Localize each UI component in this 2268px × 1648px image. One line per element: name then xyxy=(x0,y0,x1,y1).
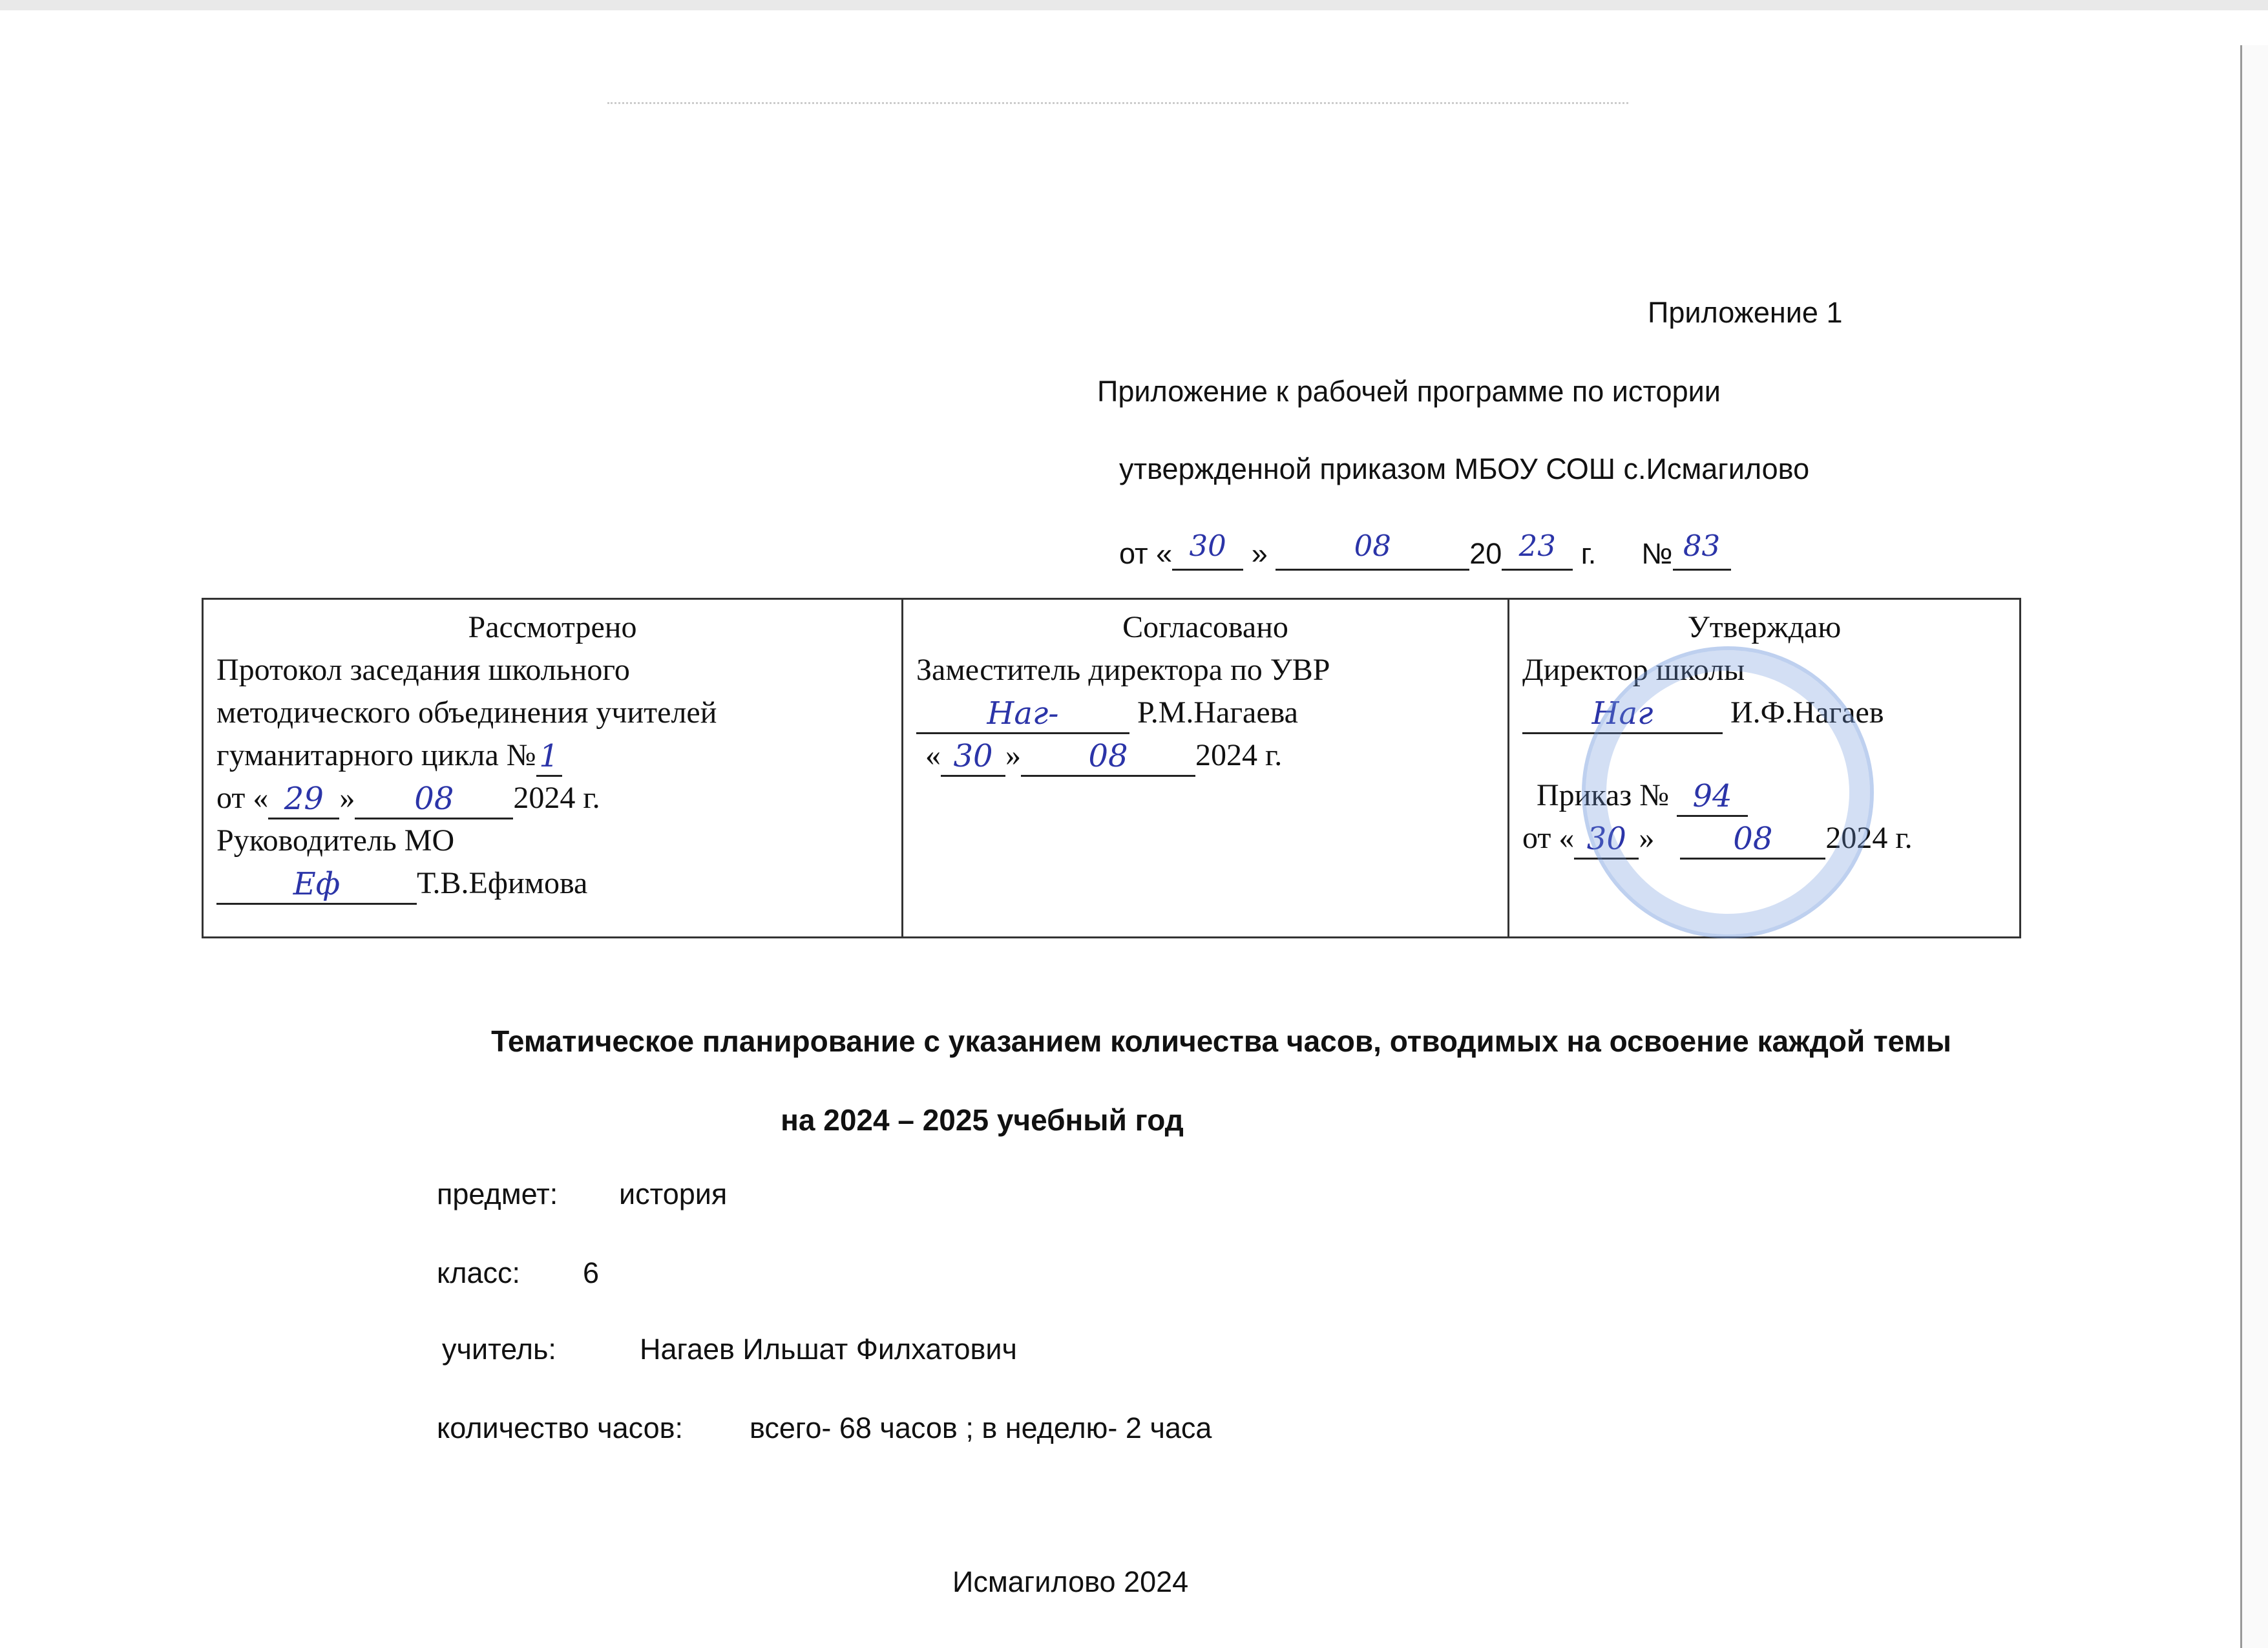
approved-signature-line: Наг И.Ф.Нагаев xyxy=(1522,692,2006,734)
scan-top-edge xyxy=(0,0,2268,10)
scan-right-edge xyxy=(2240,45,2268,1648)
order-year-prefix: 20 xyxy=(1469,537,1502,570)
reviewed-line-3: гуманитарного цикла №1 xyxy=(216,734,888,777)
footer-place-year: Исмагилово 2024 xyxy=(952,1565,1189,1598)
protocol-number: 1 xyxy=(536,735,562,777)
teacher-label: учитель: xyxy=(442,1333,556,1366)
order-no-label: № xyxy=(1641,537,1673,570)
document-title-line-2: на 2024 – 2025 учебный год xyxy=(781,1103,1184,1137)
approved-title: Утверждаю xyxy=(1687,610,1842,644)
agreed-cell xyxy=(903,599,1509,938)
staple-mark xyxy=(607,102,1628,104)
reviewed-day: 29 xyxy=(268,777,339,819)
approved-line-1: Директор школы xyxy=(1522,653,1745,687)
order-no: 83 xyxy=(1673,529,1731,571)
appendix-label: Приложение 1 xyxy=(1648,296,1843,329)
reviewed-signature: Eф xyxy=(216,863,417,905)
reviewed-cell xyxy=(203,599,903,938)
order-year-suffix: г. xyxy=(1573,537,1597,570)
school-stamp xyxy=(1582,646,1874,938)
approved-day: 30 xyxy=(1574,818,1639,860)
hours-row xyxy=(437,1411,1212,1445)
reviewed-line-2: методического объединения учителей xyxy=(216,695,717,730)
reviewed-signature-line: Eф Т.В.Ефимова xyxy=(216,862,888,905)
approved-signature: Наг xyxy=(1522,692,1723,734)
agreed-line-1: Заместитель директора по УВР xyxy=(916,653,1330,687)
reviewed-month: 08 xyxy=(355,777,513,819)
teacher-value: Нагаев Ильшат Филхатович xyxy=(640,1333,1017,1366)
header-line-1: Приложение к рабочей программе по истории xyxy=(1097,375,1721,408)
approved-month: 08 xyxy=(1680,818,1825,860)
approved-order: Приказ № 94 xyxy=(1522,774,2006,817)
subject-label: предмет: xyxy=(437,1178,558,1210)
subject-row xyxy=(437,1178,727,1211)
agreed-signature: Наг- xyxy=(916,692,1129,734)
order-year: 23 xyxy=(1502,529,1573,571)
approved-order-no: 94 xyxy=(1677,775,1748,817)
agreed-month: 08 xyxy=(1021,735,1195,777)
agreed-date: « 30 » 08 2024 г. xyxy=(916,734,1495,777)
header-line-2: утвержденной приказом МБОУ СОШ с.Исмагилово xyxy=(1119,452,1810,485)
approved-date: от « 30 » 08 2024 г. xyxy=(1522,817,2006,860)
order-mid: » xyxy=(1243,537,1276,570)
header-order-line xyxy=(1119,529,1731,571)
hours-value: всего- 68 часов ; в неделю- 2 часа xyxy=(750,1411,1212,1444)
class-row xyxy=(437,1256,599,1290)
reviewed-line-1: Протокол заседания школьного xyxy=(216,653,630,687)
document-title-line-1: Тематическое планирование с указанием количества часов, отводимых на освоение каждой темы xyxy=(491,1024,1951,1058)
teacher-row xyxy=(442,1333,1017,1366)
subject-value: история xyxy=(619,1178,728,1210)
reviewed-date: от « 29 » 08 2024 г. xyxy=(216,777,888,819)
reviewed-title: Рассмотрено xyxy=(468,610,637,644)
reviewed-head-label: Руководитель МО xyxy=(216,823,455,858)
class-value: 6 xyxy=(583,1256,600,1289)
order-month: 08 xyxy=(1276,529,1469,571)
order-day: 30 xyxy=(1172,529,1243,571)
agreed-day: 30 xyxy=(941,735,1005,777)
agreed-signature-line: Наг- Р.М.Нагаева xyxy=(916,692,1495,734)
agreed-title: Согласовано xyxy=(1122,610,1288,644)
hours-label: количество часов: xyxy=(437,1411,684,1444)
order-prefix: от « xyxy=(1119,537,1173,570)
class-label: класс: xyxy=(437,1256,520,1289)
